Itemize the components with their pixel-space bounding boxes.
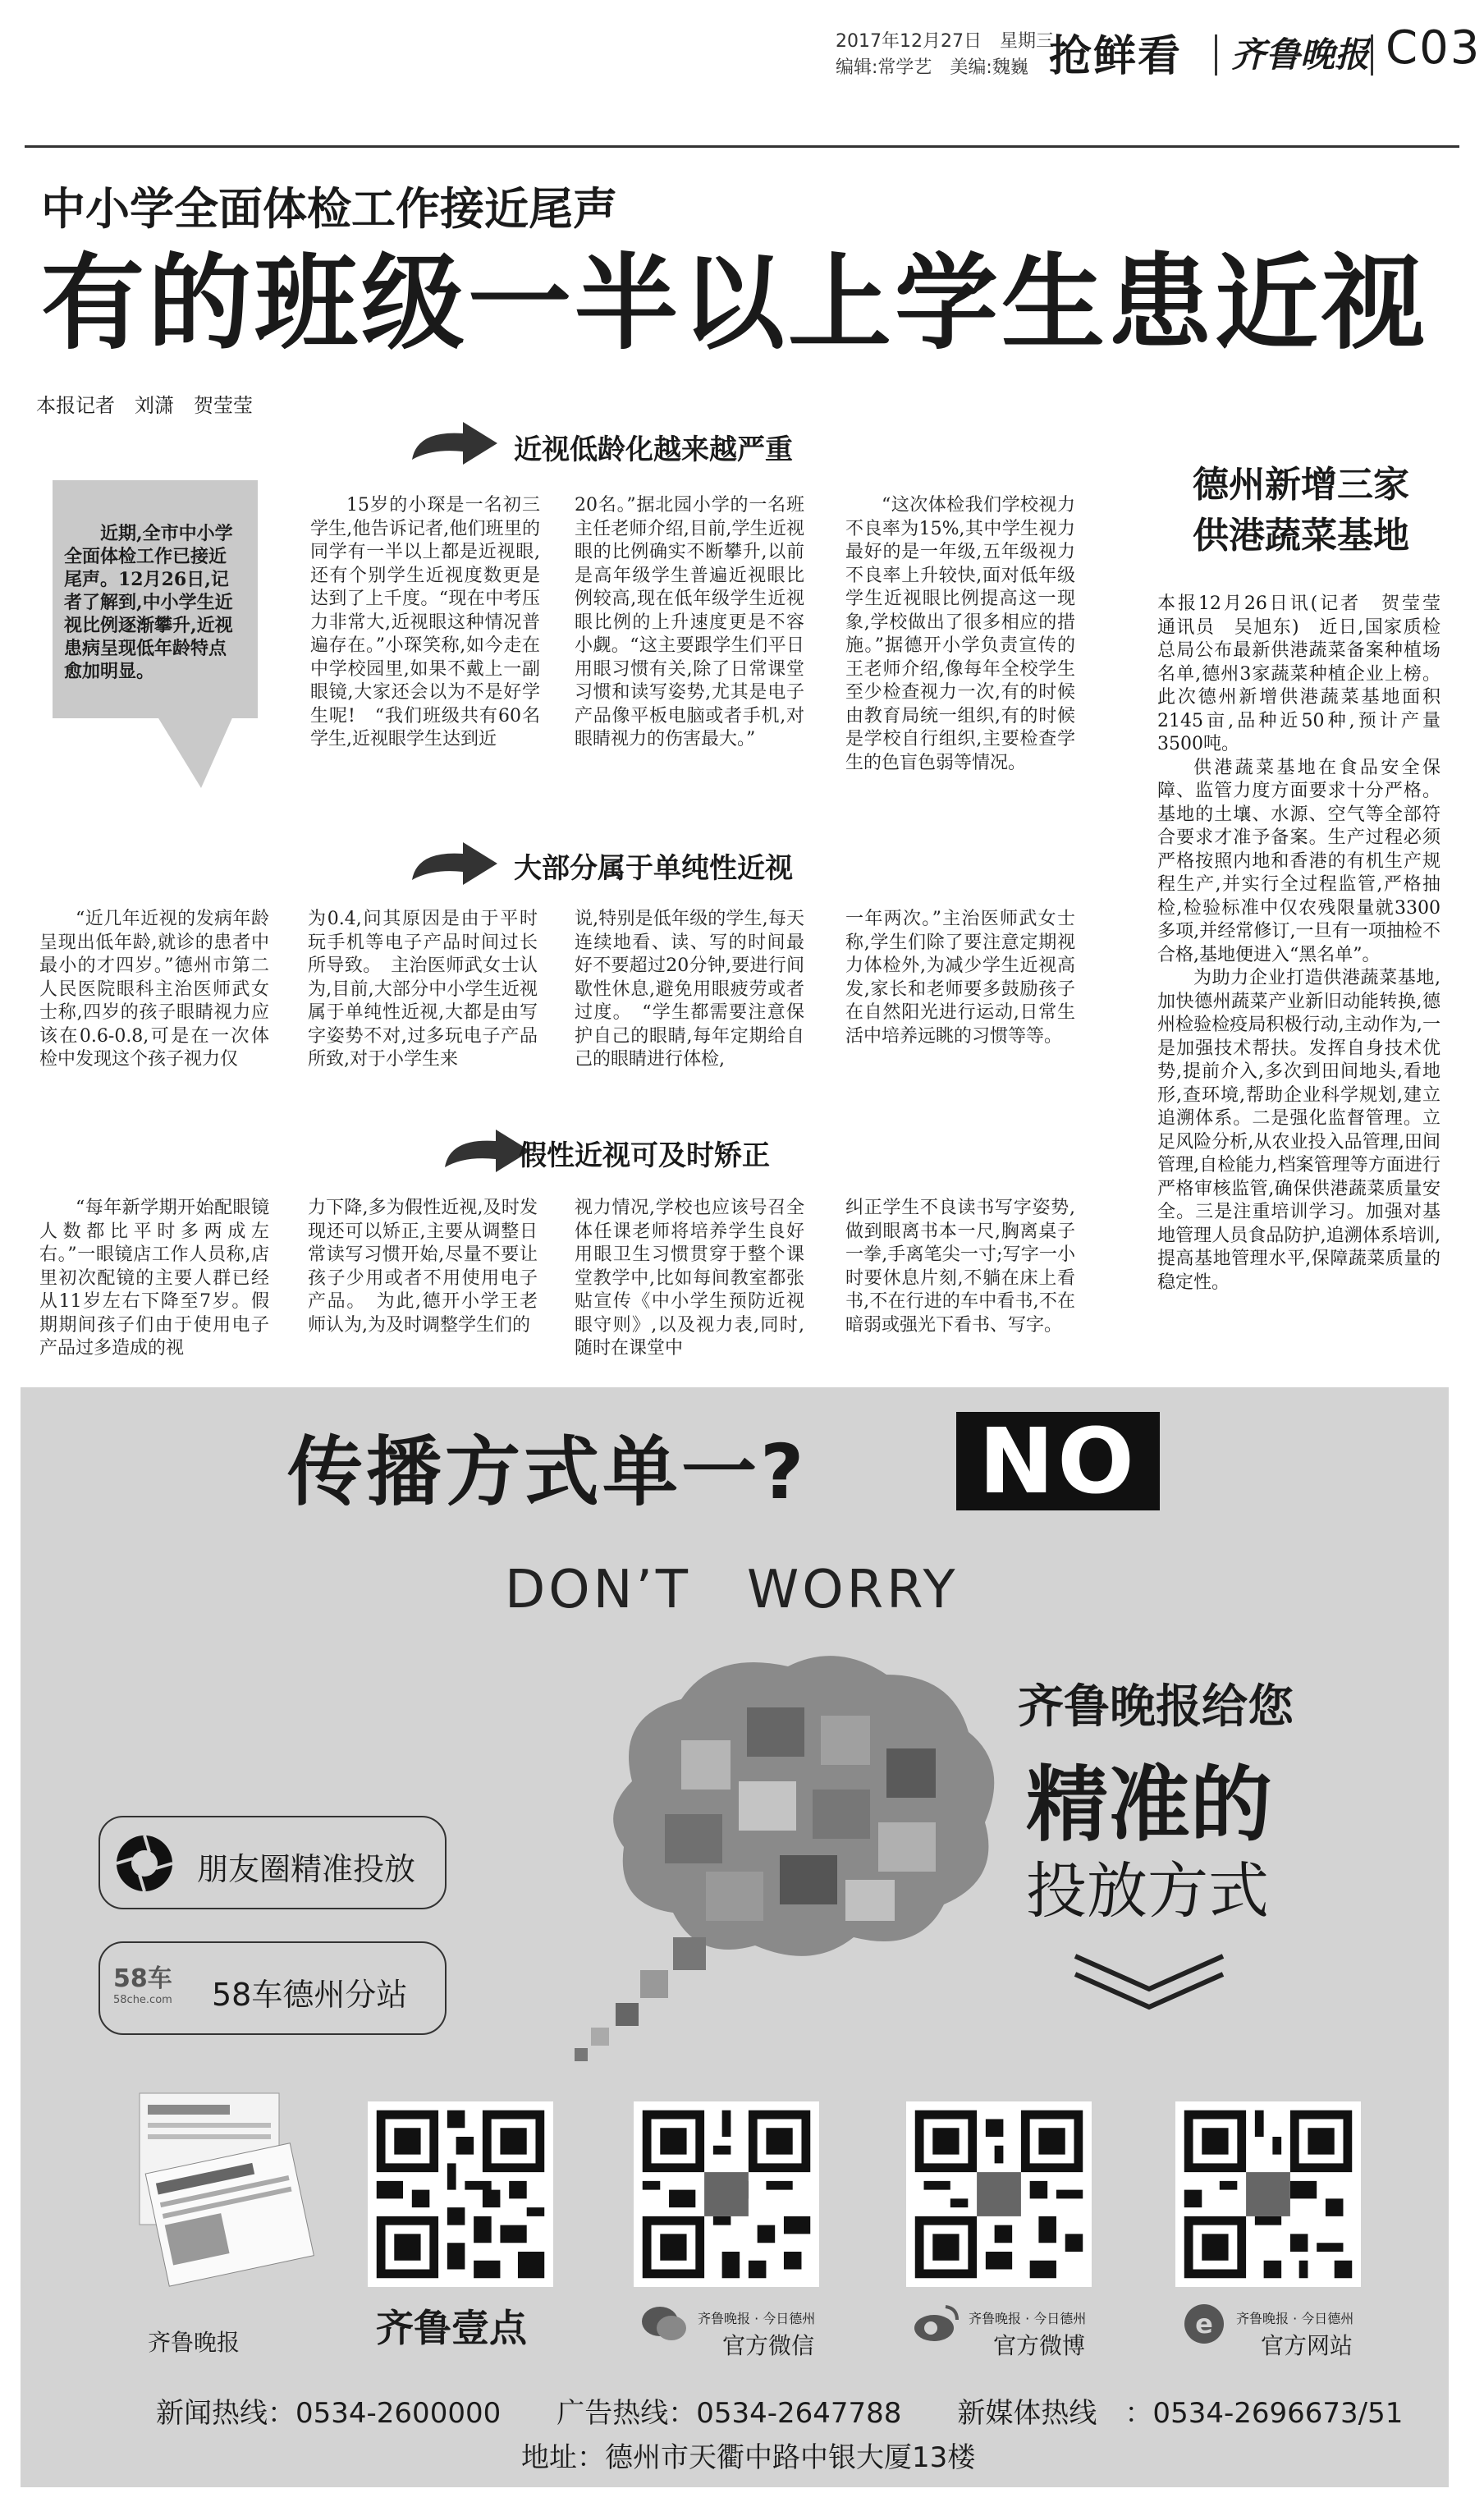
s3-col-1: “每年新学期开始配眼镜人数都比平时多两成左右。”一眼镜店工作人员称,店里初次配镜的主要人群已经从11岁左右下降至7岁。假期期间孩子们由于使用电子产品过多造成的视 xyxy=(39,1198,269,1359)
article-headline: 有的班级一半以上学生患近视 xyxy=(41,243,1428,364)
header-divider xyxy=(1371,34,1373,76)
s1-col-3: “这次体检我们学校视力不良率为15%,其中学生视力最好的是一年级,五年级视力不良率上升较快,面对低年级学生近视眼比例提高这一现象,学校做出了很多相应的措施。”据德开小学负责宣传的王老师介绍,像每年全校学生至少检查视力一次,有的时候由教育局统一组织,有的时候是学校自行组织,主要检查学生的色盲色弱等情况。 xyxy=(845,495,1075,773)
ad-no-badge: NO xyxy=(956,1412,1160,1510)
s2-col-2: 为0.4,问其原因是由于平时玩手机等电子产品时间过长所导致。 主治医师武女士认为,目前,大部分中小学生近视属于单纯性近视,大都是由写字姿势不对,过多玩电子产品所致,对于小学生来 xyxy=(308,909,538,1070)
ad-question: 传播方式单一? xyxy=(287,1428,808,1516)
qr-code-weibo[interactable] xyxy=(906,2101,1092,2287)
qr-pattern xyxy=(1175,2101,1361,2287)
sidebar-title xyxy=(1166,460,1436,561)
article-kicker: 中小学全面体检工作接近尾声 xyxy=(41,183,617,235)
qr-pattern xyxy=(906,2101,1092,2287)
ad-precise: 精准的 xyxy=(1026,1757,1272,1853)
s1-col-1: 15岁的小琛是一名初三学生,他告诉记者,他们班里的同学有一半以上都是近视眼,还有个别学生近视度数更是达到了上千度。“现在中考压力非常大,近视眼这种情况普遍存在。”小琛笑称,如今走在中学校园里,如果不戴上一副眼镜,大家还会以为不是好学生呢! “我们班级共有60名学生,近视眼学生达到近 xyxy=(310,495,540,749)
header-editors: 编辑:常学艺 美编:魏巍 xyxy=(836,57,1028,78)
pill-wechat-moments-label: 朋友圈精准投放 xyxy=(197,1851,416,1887)
arrow-icon xyxy=(409,419,501,468)
pill-58che-label: 58车德州分站 xyxy=(212,1977,408,2013)
ie-browser-icon xyxy=(1182,2302,1226,2346)
weibo-icon xyxy=(913,2303,960,2344)
sidebar-paragraph: 为助力企业打造供港蔬菜基地,加快德州蔬菜产业新旧动能转换,德州检验检疫局积极行动,主动作为,一是加强技术帮扶。发挥自身技术优势,提前介入,多次到田间地头,看地形,查环境,帮助企业科学规划,建立追溯体系。二是强化监督管理。立足风险分析,从农业投入品管理,田间管理,自检能力,档案管理等方面进行严格审核监管,确保供港蔬菜质量安全。三是注重培训学习。加强对基地管理人员食品防护,追溯体系培训,提高基地管理水平,保障蔬菜质量的稳定性。 xyxy=(1157,968,1440,1293)
s1-col-2: 20名。”据北园小学的一名班主任老师介绍,目前,学生近视眼的比例确实不断攀升,以前是高年级学生普遍近视眼比例较高,现在低年级学生近视眼比例的上升速度更是不容小觑。“这主要跟学生们平日用眼习惯有关,除了日常课堂习惯和读写姿势,尤其是电子产品像平板电脑或者手机,对眼睛视力的伤害最大。” xyxy=(575,495,804,749)
lead-callout-tail xyxy=(156,714,234,788)
section-title: 抢鲜看 xyxy=(1049,32,1183,81)
newspaper-stack-image xyxy=(115,2085,320,2290)
s3-col-2: 力下降,多为假性近视,及时发现还可以矫正,主要从调整日常读写习惯开始,尽量不要让孩子少用或者不用使用电子产品。 为此,德开小学王老师认为,为及时调整学生们的 xyxy=(308,1198,538,1336)
article-byline: 本报记者 刘潇 贺莹莹 xyxy=(36,394,253,417)
ad-address: 地址：德州市天衢中路中银大厦13楼 xyxy=(521,2441,976,2474)
arrow-icon xyxy=(409,839,501,888)
s2-col-1: “近几年近视的发病年龄呈现出低年龄,就诊的患者中最小的才四岁。”德州市第二人民医院眼科主治医师武女士称,四岁的孩子眼睛视力应该在0.6-0.8,可是在一次体检中发现这个孩子视力仅 xyxy=(39,909,269,1070)
subhead-1: 近视低龄化越来越严重 xyxy=(514,433,793,466)
qr-code-website[interactable] xyxy=(1175,2101,1361,2287)
qr-code-qilu-yidian[interactable] xyxy=(368,2101,553,2287)
ad-method: 投放方式 xyxy=(1026,1856,1269,1927)
58che-logo: 58车 58che.com xyxy=(113,1964,172,2006)
header-rule xyxy=(25,145,1459,148)
qr-pattern xyxy=(368,2101,553,2287)
wechat-icon xyxy=(640,2303,688,2344)
ad-hotlines: 新闻热线：0534-2600000 广告热线：0534-2647788 新媒体热线 ：0534-2696673/51 xyxy=(156,2397,1404,2430)
sidebar-body xyxy=(1157,593,1459,1295)
qr-pattern xyxy=(634,2101,819,2287)
qr-code-wechat[interactable] xyxy=(634,2101,819,2287)
subhead-3: 假性近视可及时矫正 xyxy=(519,1139,770,1172)
qr-small-2: 齐鲁晚报 · 今日德州 xyxy=(698,2311,816,2326)
header-divider xyxy=(1215,34,1217,76)
qr-small-4: 齐鲁晚报 · 今日德州 xyxy=(1236,2311,1354,2326)
sidebar-paragraph: 本报12月26日讯(记者 贺莹莹 通讯员 吴旭东) 近日,国家质检总局公布最新供港蔬菜备案种植场名单,德州3家蔬菜种植企业上榜。此次德州新增供港蔬菜基地面积2145亩,品种近50种,预计产量3500吨。 xyxy=(1157,593,1459,754)
s2-col-3: 说,特别是低年级的学生,每天连续地看、读、写的时间最好不要超过20分钟,要进行间歇性休息,避免用眼疲劳或者过度。 “学生都需要注意保护自己的眼睛,每年定期给自己的眼睛进行体检, xyxy=(575,909,804,1070)
ad-dont-worry: DON’T WORRY xyxy=(505,1560,959,1620)
qr-label-4: 官方网站 xyxy=(1261,2332,1353,2359)
double-chevron-down-icon xyxy=(1067,1950,1231,2015)
s3-col-3: 视力情况,学校也应该号召全体任课老师将培养学生良好用眼卫生习惯贯穿于整个课堂教学中,比如每间教室都张贴宣传《中小学生预防近视眼守则》,以及视力表,同时,随时在课堂中 xyxy=(575,1198,804,1359)
ad-give-line: 齐鲁晚报给您 xyxy=(1018,1680,1294,1734)
qr-label-2: 官方微信 xyxy=(722,2332,815,2359)
sidebar-paragraph: 供港蔬菜基地在食品安全保障、监管力度方面要求十分严格。基地的土壤、水源、空气等全部符合要求才准予备案。生产过程必须严格按照内地和香港的有机生产规程生产,并实行全过程监管,严格抽检,检验标准中仅农残限量就3300多项,并经常修订,一旦有一项抽检不合格,基地便进入“黑名单”。 xyxy=(1157,757,1440,965)
pill-wechat-moments xyxy=(98,1816,447,1909)
s2-col-4: 一年两次。”主治医师武女士称,学生们除了要注意定期视力体检外,为减少学生近视高发,家长和老师要多鼓励孩子在自然阳光进行运动,日常生活中培养远眺的习惯等等。 xyxy=(845,909,1075,1047)
subhead-2: 大部分属于单纯性近视 xyxy=(514,852,793,885)
s3-col-4: 纠正学生不良读书写字姿势,做到眼离书本一尺,胸离桌子一拳,手离笔尖一寸;写字一小时要休息片刻,不躺在床上看书,不在行进的车中看书,不在暗弱或强光下看书、写字。 xyxy=(845,1198,1075,1336)
pill-58che xyxy=(98,1941,447,2035)
page-number: C03 xyxy=(1386,21,1482,75)
svg-text:e: e xyxy=(1195,2308,1213,2340)
lead-callout-text: 近期,全市中小学全面体检工作已接近尾声。12月26日,记者了解到,中小学生近视比例逐渐攀升,近视患病呈现低年龄特点愈加明显。 xyxy=(64,523,233,682)
header-date: 2017年12月27日 星期三 xyxy=(836,31,1054,52)
sidebar-title-line-1: 德州新增三家 xyxy=(1193,464,1409,506)
qr-label-3: 官方微博 xyxy=(993,2332,1086,2359)
qr-label-1: 齐鲁壹点 xyxy=(376,2306,527,2350)
puzzle-brain-graphic xyxy=(542,1642,1018,2069)
qr-small-3: 齐鲁晚报 · 今日德州 xyxy=(969,2311,1087,2326)
qr-label-0: 齐鲁晚报 xyxy=(148,2329,240,2356)
camera-aperture-icon xyxy=(113,1832,176,1895)
sidebar-title-line-2: 供港蔬菜基地 xyxy=(1193,515,1409,557)
newspaper-logo: 齐鲁晚报 xyxy=(1231,34,1370,75)
